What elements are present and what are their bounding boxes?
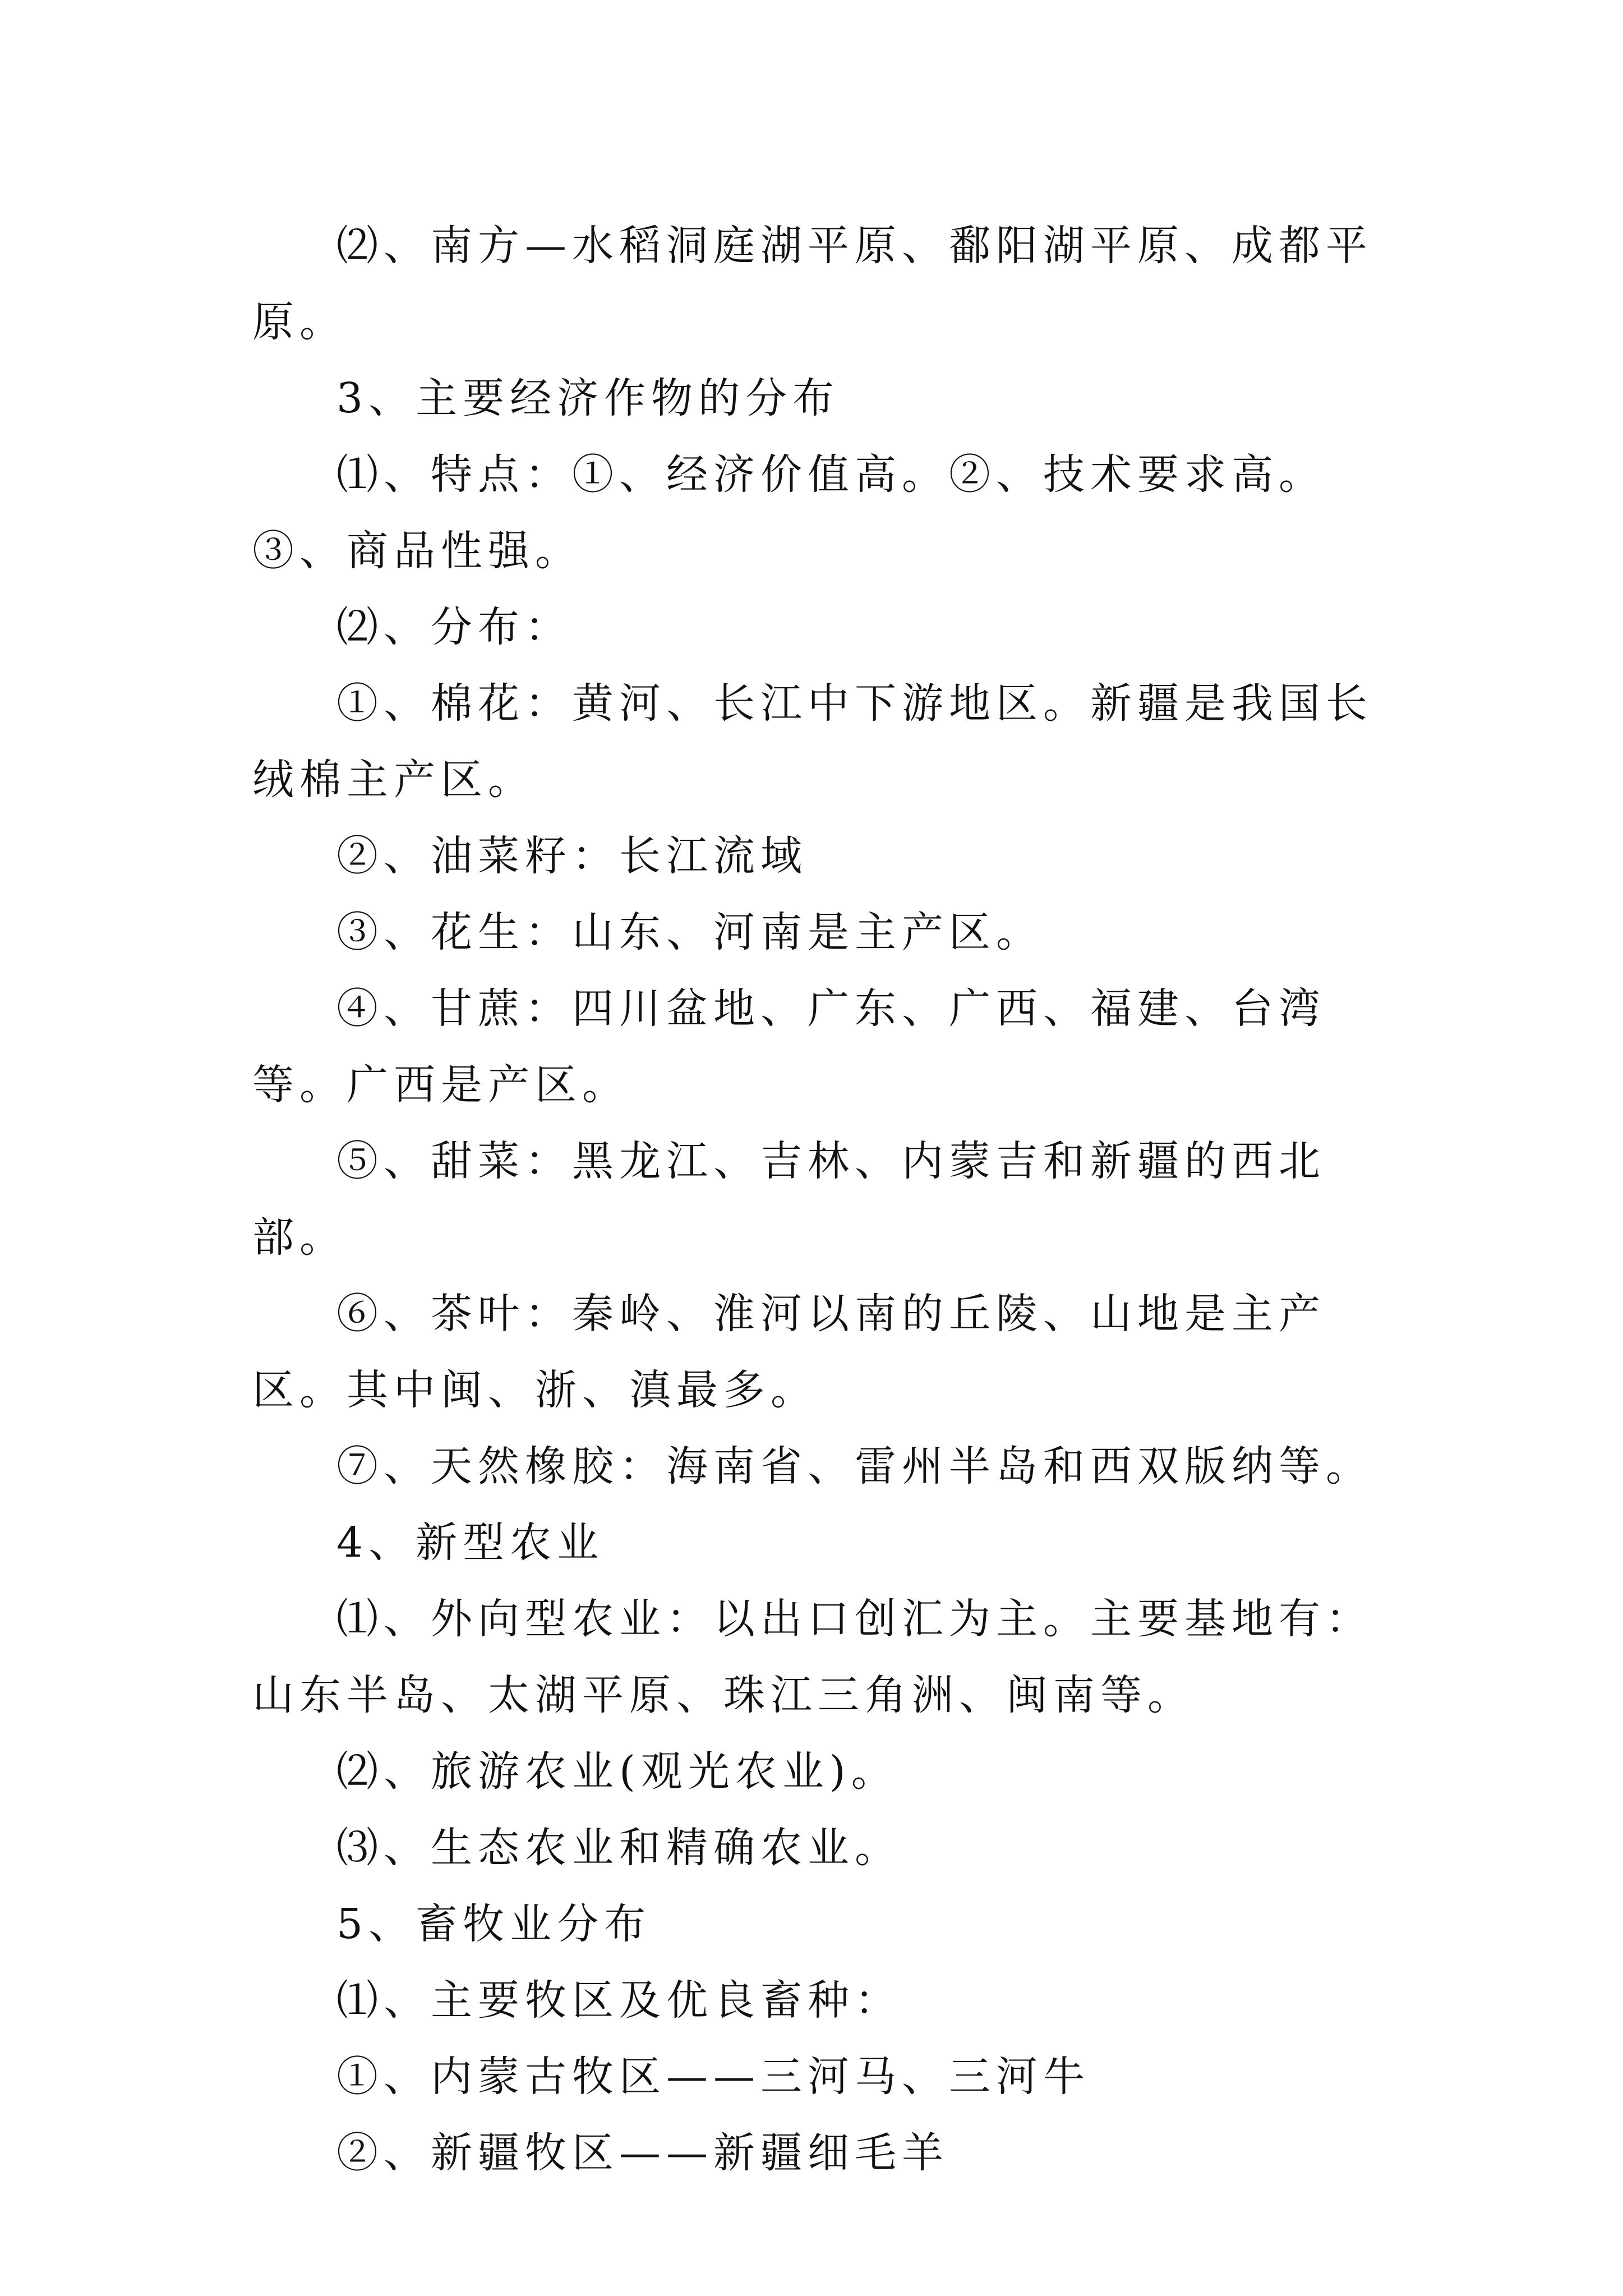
paragraph-sugarcane: ④、甘蔗：四川盆地、广东、广西、福建、台湾等。广西是产区。 xyxy=(252,984,1326,1109)
paragraph-distribution-label: ⑵、分布： xyxy=(336,603,572,651)
paragraph-pastoral-areas: ⑴、主要牧区及优良畜种： xyxy=(336,1976,902,2024)
heading-cash-crops: 3、主要经济作物的分布 xyxy=(336,374,840,422)
paragraph-cash-crop-features: ⑴、特点：①、经济价值高。②、技术要求高。③、商品性强。 xyxy=(252,450,1326,575)
paragraph-rubber: ⑦、天然橡胶：海南省、雷州半岛和西双版纳等。 xyxy=(336,1442,1373,1490)
document-page xyxy=(252,208,1380,2191)
paragraph-inner-mongolia: ①、内蒙古牧区——三河马、三河牛 xyxy=(336,2053,1090,2101)
heading-animal-husbandry: 5、畜牧业分布 xyxy=(336,1900,652,1948)
paragraph-tea: ⑥、茶叶：秦岭、淮河以南的丘陵、山地是主产区。其中闽、浙、滇最多。 xyxy=(252,1290,1326,1414)
paragraph-cotton: ①、棉花：黄河、长江中下游地区。新疆是我国长绒棉主产区。 xyxy=(252,679,1373,804)
paragraph-southern-rice: ⑵、南方—水稻洞庭湖平原、鄱阳湖平原、成都平原。 xyxy=(252,222,1373,346)
paragraph-peanut: ③、花生：山东、河南是主产区。 xyxy=(336,908,1043,956)
paragraph-ecological-agriculture: ⑶、生态农业和精确农业。 xyxy=(336,1824,902,1872)
heading-new-agriculture: 4、新型农业 xyxy=(336,1519,605,1567)
paragraph-rapeseed: ②、油菜籽：长江流域 xyxy=(336,832,808,880)
paragraph-tourism-agriculture: ⑵、旅游农业(观光农业)。 xyxy=(336,1747,898,1796)
paragraph-xinjiang: ②、新疆牧区——新疆细毛羊 xyxy=(336,2129,949,2177)
paragraph-sugar-beet: ⑤、甜菜：黑龙江、吉林、内蒙吉和新疆的西北部。 xyxy=(252,1137,1326,1262)
paragraph-export-agriculture: ⑴、外向型农业：以出口创汇为主。主要基地有：山东半岛、太湖平原、珠江三角洲、闽南等。 xyxy=(252,1595,1373,1719)
